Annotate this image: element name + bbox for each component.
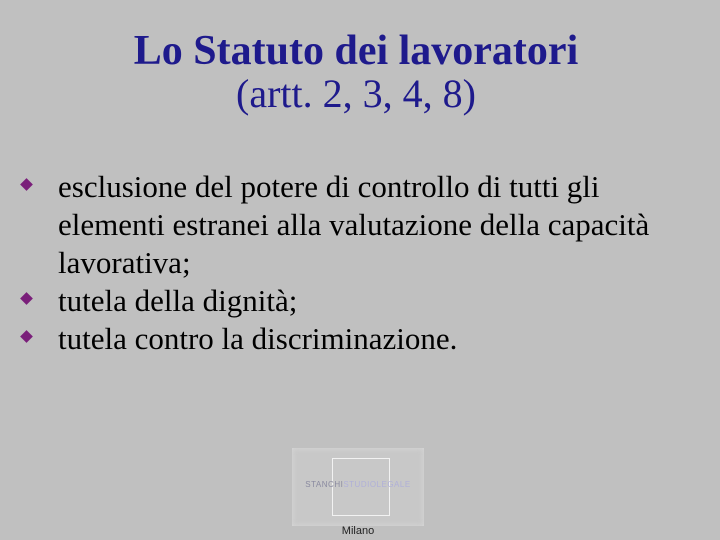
bullet-item xyxy=(22,282,702,320)
bullet-list xyxy=(22,168,702,358)
title-subtitle: (artt. 2, 3, 4, 8) xyxy=(236,71,476,116)
title-main: Lo Statuto dei lavoratori xyxy=(133,28,579,74)
bullet-text: tutela della dignità; xyxy=(58,283,298,318)
diamond-bullet-icon xyxy=(20,330,33,343)
diamond-bullet-icon xyxy=(20,292,33,305)
studio-logo xyxy=(292,448,424,526)
bullet-text: tutela contro la discriminazione. xyxy=(58,321,458,356)
bullet-item xyxy=(22,168,702,282)
logo-wordmark-part2: STUDIOLEGALE xyxy=(343,480,411,489)
footer-city: Milano xyxy=(341,525,375,537)
diamond-bullet-icon xyxy=(20,178,33,191)
bullet-item xyxy=(22,320,702,358)
logo-wordmark-part1: STANCHI xyxy=(305,480,344,489)
slide-title xyxy=(0,30,712,114)
logo-wordmark xyxy=(292,480,424,489)
bullet-text: esclusione del potere di controllo di tutti gli elementi estranei alla valutazione della capacità lavorativa; xyxy=(58,169,650,280)
